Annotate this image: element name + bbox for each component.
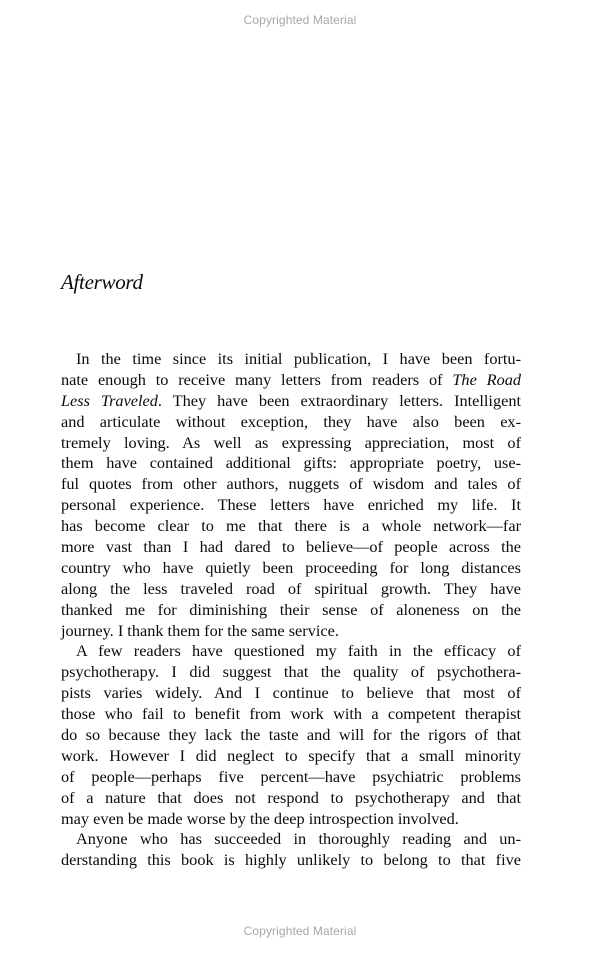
text-line: them have contained additional gifts: appropriate poetry, use-	[61, 453, 521, 473]
chapter-body	[61, 349, 521, 871]
text-line: ful quotes from other authors, nuggets of wisdom and tales of	[61, 474, 521, 494]
text-line: personal experience. These letters have enriched my life. It	[61, 495, 521, 515]
copyright-watermark-bottom: Copyrighted Material	[243, 924, 357, 938]
copyright-watermark-top: Copyrighted Material	[243, 13, 357, 27]
book-title-emphasis: Less Traveled	[61, 390, 158, 410]
text-line: thanked me for diminishing their sense of aloneness on the	[61, 599, 521, 619]
text-line: has become clear to me that there is a whole network—far	[61, 516, 521, 536]
text-line: may even be made worse by the deep introspection involved.	[61, 808, 459, 828]
text-line: pists varies widely. And I continue to believe that most of	[61, 683, 521, 703]
text-line: of people—perhaps five percent—have psychiatric problems	[61, 766, 521, 786]
text-line: tremely loving. As well as expressing appreciation, most of	[61, 432, 521, 452]
text-line: work. However I did neglect to specify that a small minority	[61, 745, 521, 765]
text-line: derstanding this book is highly unlikely to belong to that five	[61, 850, 521, 870]
book-title-emphasis: The Road	[452, 369, 521, 389]
text-line: nate enough to receive many letters from readers of The Road	[61, 369, 521, 389]
text-line: along the less traveled road of spiritual growth. They have	[61, 578, 521, 598]
text-line: In the time since its initial publication, I have been fortu-	[76, 349, 521, 368]
text-line: Less Traveled. They have been extraordinary letters. Intelligent	[61, 390, 521, 410]
text-line: psychotherapy. I did suggest that the quality of psychothera-	[61, 662, 521, 682]
text-line: and articulate without exception, they have also been ex-	[61, 411, 521, 431]
text-line: journey. I thank them for the same service.	[61, 620, 339, 640]
text-line: those who fail to benefit from work with a competent therapist	[61, 704, 521, 724]
text-line: of a nature that does not respond to psychotherapy and that	[61, 787, 521, 807]
text-line: do so because they lack the taste and will for the rigors of that	[61, 725, 521, 745]
text-line: country who have quietly been proceeding for long distances	[61, 557, 521, 577]
chapter-title: Afterword	[61, 270, 143, 294]
text-line: more vast than I had dared to believe—of people across the	[61, 537, 521, 557]
text-line: A few readers have questioned my faith in the efficacy of	[76, 641, 521, 661]
text-line: Anyone who has succeeded in thoroughly reading and un-	[76, 829, 521, 849]
